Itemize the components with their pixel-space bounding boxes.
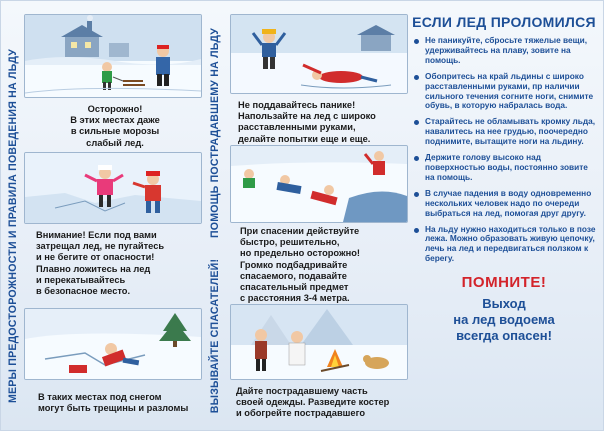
illustration-hidden-cracks: [24, 308, 202, 380]
person-in-blanket: [289, 331, 305, 365]
rules-title: ЕСЛИ ЛЕД ПРОЛОМИЛСЯ: [412, 14, 596, 30]
illustration-ice-cracking: [24, 152, 202, 224]
left-section-heading: [2, 28, 24, 423]
rule-item: Старайтесь не обламывать кромку льда, навалитесь на нее грудью, поочередно поднимите, вытащите ноги на льдину.: [412, 117, 596, 147]
rule-item: Держите голову высоко над поверхностью воды, постоянно зовите на помощь.: [412, 153, 596, 183]
rule-item: Не паникуйте, сбросьте тяжелые вещи, удерживайтесь на плаву, зовите на помощь.: [412, 36, 596, 66]
call-rescuers-heading-text: ВЫЗЫВАЙТЕ СПАСАТЕЛЕЙ!: [209, 258, 221, 414]
bullet-icon: [414, 192, 419, 197]
middle-section-heading-text: ПОМОЩЬ ПОСТРАДАВШЕМУ НА ЛЬДУ: [209, 27, 222, 238]
remember-heading: ПОМНИТЕ!: [461, 274, 547, 292]
bullet-icon: [414, 75, 419, 80]
ice-broke-rules-panel: [412, 14, 596, 424]
caption-cracks-under-snow: В таких местах под снегом могут быть трещины и разломы: [38, 392, 189, 414]
illustration-crawling-on-ice: [230, 14, 408, 94]
left-section-heading-text: МЕРЫ ПРЕДОСТОРОЖНОСТИ И ПРАВИЛА ПОВЕДЕНИЯ НА ЛЬДУ: [7, 48, 19, 403]
remember-warning-text: Выход на лед водоема всегда опасен!: [453, 296, 555, 344]
caption-give-clothing: Дайте пострадавшему часть своей одежды. Разведите костер и обогрейте пострадавшего: [236, 386, 390, 419]
illustration-warming-by-fire: [230, 304, 408, 380]
illustration-chain-rescue: [230, 145, 408, 223]
rule-item: Обопритесь на край льдины с широко расставленными руками, пр наличии сильного течения согните ноги, снимите обувь, в которую набралась вода.: [412, 72, 596, 112]
caption-rescue-quickly: При спасении действуйте быстро, решительно, но предельно осторожно! Громко подбадривайте спасаемого, подавайте спасательный предмет с расстояния 3-4 метра.: [240, 226, 360, 304]
bullet-icon: [414, 39, 419, 44]
caption-ice-crack-warning: Внимание! Если под вами затрещал лед, не пугайтесь и не бегите от опасности! Плавно ложитесь на лед и перекатывайтесь в безопасное место.: [36, 230, 165, 297]
illustration-winter-village: [24, 14, 202, 98]
rule-item: На льду нужно находиться только в позе лежа. Можно образовать живую цепочку, лечь на лед и передвигаться ползком к берегу.: [412, 225, 596, 265]
caption-do-not-panic: Не поддавайтесь панике! Напользайте на лед с широко расставленными руками, делайте попытки еще и еще.: [238, 100, 376, 144]
bullet-icon: [414, 156, 419, 161]
bullet-icon: [414, 228, 419, 233]
rule-item: В случае падения в воду одновременно нескольких человек надо по очереди выбраться на лед, помогая друг другу.: [412, 189, 596, 219]
bullet-icon: [414, 120, 419, 125]
middle-section-heading: [204, 20, 226, 245]
chimney-smoke-icon: [87, 15, 93, 21]
call-rescuers-heading: [204, 247, 226, 425]
caption-thin-ice: Осторожно! В этих местах даже в сильные морозы слабый лед.: [70, 104, 160, 148]
